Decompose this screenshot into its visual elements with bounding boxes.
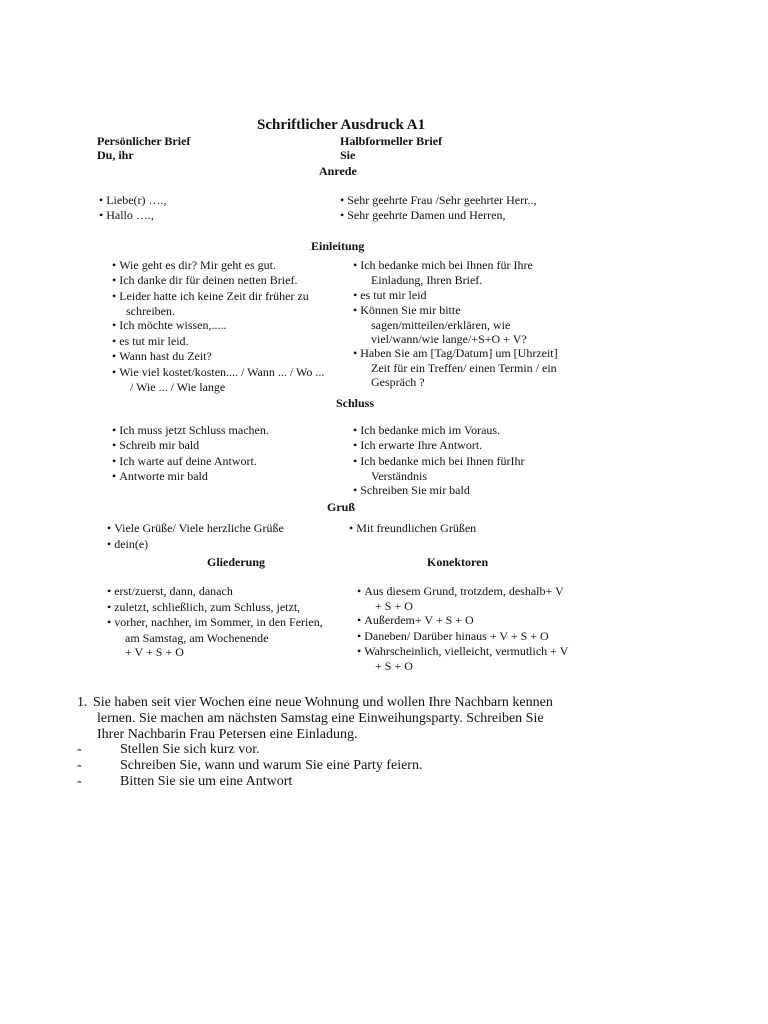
section-heading-konektoren: Konektoren	[427, 555, 489, 569]
list-item: • Außerdem+ V + S + O	[357, 613, 474, 628]
section-heading-einleitung: Einleitung	[311, 239, 365, 253]
list-item: • Schreiben Sie mir bald	[353, 483, 470, 498]
list-item: • Hallo ….,	[99, 208, 154, 223]
list-item: • Wie geht es dir? Mir geht es gut.	[112, 258, 276, 273]
task-number: 1.	[77, 695, 88, 710]
list-item: • Wann hast du Zeit?	[112, 349, 212, 364]
list-item-continuation: viel/wann/wie lange/+S+O + V?	[371, 332, 527, 346]
section-heading-schluss: Schluss	[336, 396, 375, 410]
dash-bullet: -	[77, 758, 82, 773]
task-bullet: Schreiben Sie, wann und warum Sie eine Party feiern.	[120, 758, 423, 773]
list-item: • Ich muss jetzt Schluss machen.	[112, 423, 269, 438]
list-item: • vorher, nachher, im Sommer, in den Ferien,	[107, 615, 323, 630]
list-item: • es tut mir leid.	[112, 334, 189, 349]
list-item: • zuletzt, schließlich, zum Schluss, jetzt,	[107, 600, 300, 615]
list-item: • Ich bedanke mich bei Ihnen fürIhr	[353, 454, 524, 469]
task-text-line: Sie haben seit vier Wochen eine neue Wohnung und wollen Ihre Nachbarn kennen	[93, 695, 553, 710]
list-item: • Schreib mir bald	[112, 438, 199, 453]
list-item-continuation: sagen/mitteilen/erklären, wie	[371, 318, 511, 332]
list-item-continuation: + S + O	[375, 659, 413, 673]
task-bullet: Stellen Sie sich kurz vor.	[120, 742, 260, 757]
list-item: • Leider hatte ich keine Zeit dir früher zu	[112, 289, 309, 304]
list-item: • Haben Sie am [Tag/Datum] um [Uhrzeit]	[353, 346, 558, 361]
list-item-continuation: Gespräch ?	[371, 375, 425, 389]
list-item-continuation: Zeit für ein Treffen/ einen Termin / ein	[371, 361, 557, 375]
column-right-heading: Halbformeller Brief	[340, 134, 443, 148]
list-item: • Ich bedanke mich im Voraus.	[353, 423, 500, 438]
list-item: • Ich möchte wissen,.....	[112, 318, 227, 333]
list-item: • Liebe(r) ….,	[99, 193, 167, 208]
task-text-line: lernen. Sie machen am nächsten Samstag eine Einweihungsparty. Schreiben Sie	[97, 711, 544, 726]
list-item-continuation: schreiben.	[126, 304, 175, 318]
section-heading-gruss: Gruß	[327, 500, 356, 514]
list-item-continuation: + S + O	[375, 599, 413, 613]
list-item-continuation: + V + S + O	[125, 645, 184, 659]
list-item: • Mit freundlichen Grüßen	[349, 521, 476, 536]
column-left-heading: Persönlicher Brief	[97, 134, 191, 148]
list-item: • Ich danke dir für deinen netten Brief.	[112, 273, 297, 288]
list-item-continuation: am Samstag, am Wochenende	[125, 631, 269, 645]
list-item: • Viele Grüße/ Viele herzliche Grüße	[107, 521, 284, 536]
list-item: • es tut mir leid	[353, 288, 427, 303]
list-item: • Antworte mir bald	[112, 469, 208, 484]
list-item: • Ich warte auf deine Antwort.	[112, 454, 257, 469]
list-item: • erst/zuerst, dann, danach	[107, 584, 233, 599]
column-right-subheading: Sie	[340, 148, 356, 162]
list-item: • dein(e)	[107, 537, 148, 552]
list-item: • Aus diesem Grund, trotzdem, deshalb+ V	[357, 584, 564, 599]
list-item: • Daneben/ Darüber hinaus + V + S + O	[357, 629, 549, 644]
page-title: Schriftlicher Ausdruck A1	[257, 117, 426, 133]
list-item-continuation: / Wie ... / Wie lange	[130, 380, 226, 394]
list-item: • Wie viel kostet/kosten.... / Wann ... / Wo ...	[112, 365, 324, 380]
dash-bullet: -	[77, 774, 82, 789]
list-item: • Ich bedanke mich bei Ihnen für Ihre	[353, 258, 533, 273]
list-item-continuation: Einladung, Ihren Brief.	[371, 273, 483, 287]
list-item: • Wahrscheinlich, vielleicht, vermutlich + V	[357, 644, 568, 659]
list-item: • Sehr geehrte Frau /Sehr geehrter Herr..,	[340, 193, 536, 208]
list-item: • Können Sie mir bitte	[353, 303, 461, 318]
task-bullet: Bitten Sie sie um eine Antwort	[120, 774, 293, 789]
list-item: • Ich erwarte Ihre Antwort.	[353, 438, 482, 453]
list-item: • Sehr geehrte Damen und Herren,	[340, 208, 505, 223]
column-left-subheading: Du, ihr	[97, 148, 134, 162]
list-item-continuation: Verständnis	[371, 469, 427, 483]
section-heading-gliederung: Gliederung	[207, 555, 266, 569]
section-heading-anrede: Anrede	[319, 164, 357, 178]
task-text-line: Ihrer Nachbarin Frau Petersen eine Einladung.	[97, 727, 358, 742]
dash-bullet: -	[77, 742, 82, 757]
